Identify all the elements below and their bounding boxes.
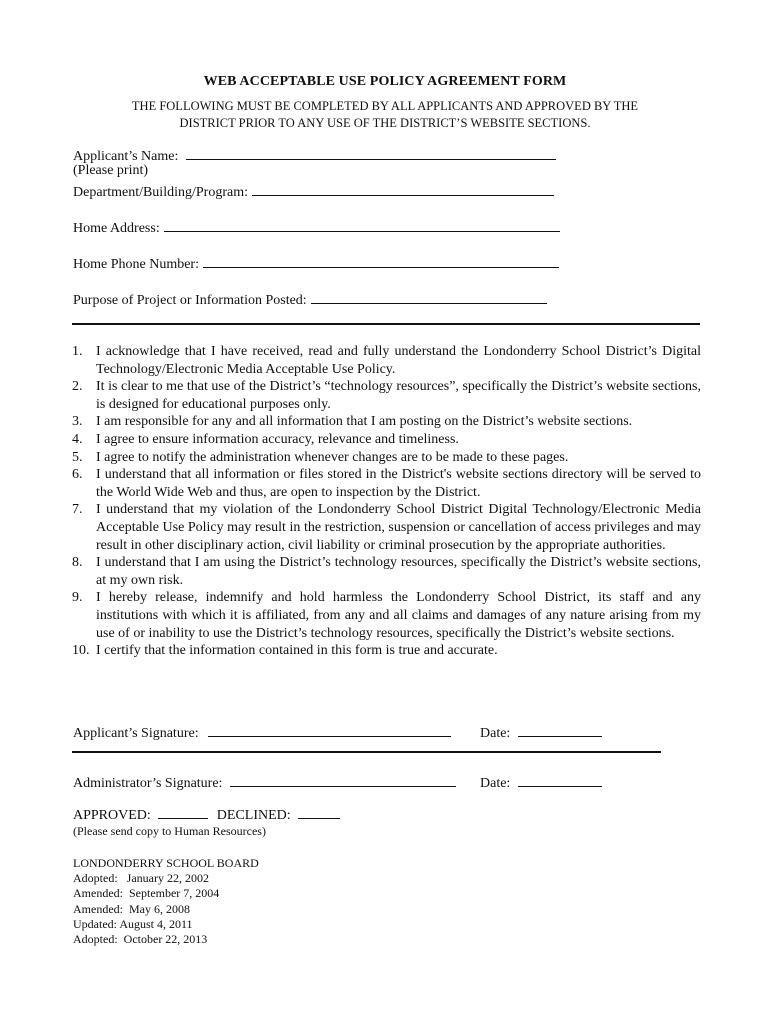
term-item: 5. I agree to notify the administration whenever changes are to be made to these pages. [72, 449, 569, 465]
applicant-date-label: Date: [480, 726, 511, 741]
home-address-label: Home Address: [73, 221, 160, 236]
form-subtitle [95, 98, 675, 132]
administrator-signature-row [73, 772, 456, 792]
term-item: 9. I hereby release, indemnify and hold harmless the Londonderry School District, its staff and any institutions with which it is affiliated, from any and all claims and damages of any nature arising from my use of or inability to use the District’s technology resources, specifically the District’s website sections. [72, 590, 701, 641]
home-phone-line[interactable] [203, 253, 559, 268]
term-item: 3. I am responsible for any and all information that I am posting on the District’s website sections. [72, 414, 633, 430]
board-history-entry: Amended: September 7, 2004 [73, 886, 220, 901]
applicant-name-line[interactable] [186, 145, 556, 160]
section-divider [72, 323, 700, 325]
term-item: 6. I understand that all information or files stored in the District's website sections directory will be served to the World Wide Web and thus, are open to inspection by the District. [72, 467, 701, 500]
approval-row [73, 806, 340, 826]
purpose-row [73, 289, 547, 309]
purpose-line[interactable] [311, 289, 547, 304]
home-phone-label: Home Phone Number: [73, 257, 199, 272]
declined-label: DECLINED: [216, 808, 291, 823]
applicant-name-label: Applicant’s Name: [73, 149, 179, 164]
term-item: 1. I acknowledge that I have received, read and fully understand the Londonderry School District’s Digital Technology/Electronic Media Acceptable Use Policy. [72, 344, 701, 377]
department-label: Department/Building/Program: [73, 185, 248, 200]
administrator-date-row [480, 772, 602, 792]
applicant-signature-line[interactable] [208, 722, 451, 737]
home-phone-row [73, 253, 559, 273]
approved-line[interactable] [158, 806, 208, 819]
purpose-label: Purpose of Project or Information Posted: [73, 293, 307, 308]
board-history-entry: Adopted: January 22, 2002 [73, 871, 209, 886]
administrator-date-line[interactable] [518, 772, 602, 787]
please-print-note: (Please print) [73, 163, 149, 178]
board-name: LONDONDERRY SCHOOL BOARD [73, 856, 259, 870]
terms-list [72, 343, 701, 660]
applicant-signature-row [73, 722, 451, 742]
administrator-date-label: Date: [480, 776, 511, 791]
term-item: 8. I understand that I am using the District’s technology resources, specifically the District’s website sections, at my own risk. [72, 555, 701, 588]
signature-divider [72, 751, 661, 753]
board-history-entry: Amended: May 6, 2008 [73, 901, 190, 916]
applicant-date-line[interactable] [518, 722, 602, 737]
administrator-signature-label: Administrator’s Signature: [73, 776, 223, 791]
department-line[interactable] [252, 181, 554, 196]
approval-note: (Please send copy to Human Resources) [73, 824, 266, 838]
subtitle-line-1: THE FOLLOWING MUST BE COMPLETED BY ALL APPLICANTS AND APPROVED BY THE [131, 99, 639, 113]
declined-line[interactable] [298, 806, 340, 819]
term-item: 7. I understand that my violation of the Londonderry School District Digital Technology/Electronic Media Acceptable Use Policy may result in the restriction, suspension or cancellation of access privileges and may result in other disciplinary action, civil liability or criminal prosecution by the appropriate authorities. [72, 502, 701, 553]
form-title: WEB ACCEPTABLE USE POLICY AGREEMENT FORM [203, 74, 567, 89]
administrator-signature-line[interactable] [230, 772, 456, 787]
home-address-row [73, 217, 560, 237]
home-address-line[interactable] [164, 217, 560, 232]
applicant-name-row [73, 145, 556, 165]
board-history-entry: Adopted: October 22, 2013 [73, 932, 208, 947]
term-item: 10. I certify that the information contained in this form is true and accurate. [72, 643, 498, 659]
applicant-signature-label: Applicant’s Signature: [73, 726, 199, 741]
term-item: 2. It is clear to me that use of the District’s “technology resources”, specifically the District’s website sections, is designed for educational purposes only. [72, 379, 701, 412]
applicant-date-row [480, 722, 602, 742]
board-history-entry: Updated: August 4, 2011 [73, 916, 193, 931]
term-item: 4. I agree to ensure information accuracy, relevance and timeliness. [72, 431, 459, 447]
approved-label: APPROVED: [73, 808, 151, 823]
subtitle-line-2: DISTRICT PRIOR TO ANY USE OF THE DISTRICT’S WEBSITE SECTIONS. [179, 116, 591, 130]
department-row [73, 181, 554, 201]
board-history [73, 856, 259, 947]
